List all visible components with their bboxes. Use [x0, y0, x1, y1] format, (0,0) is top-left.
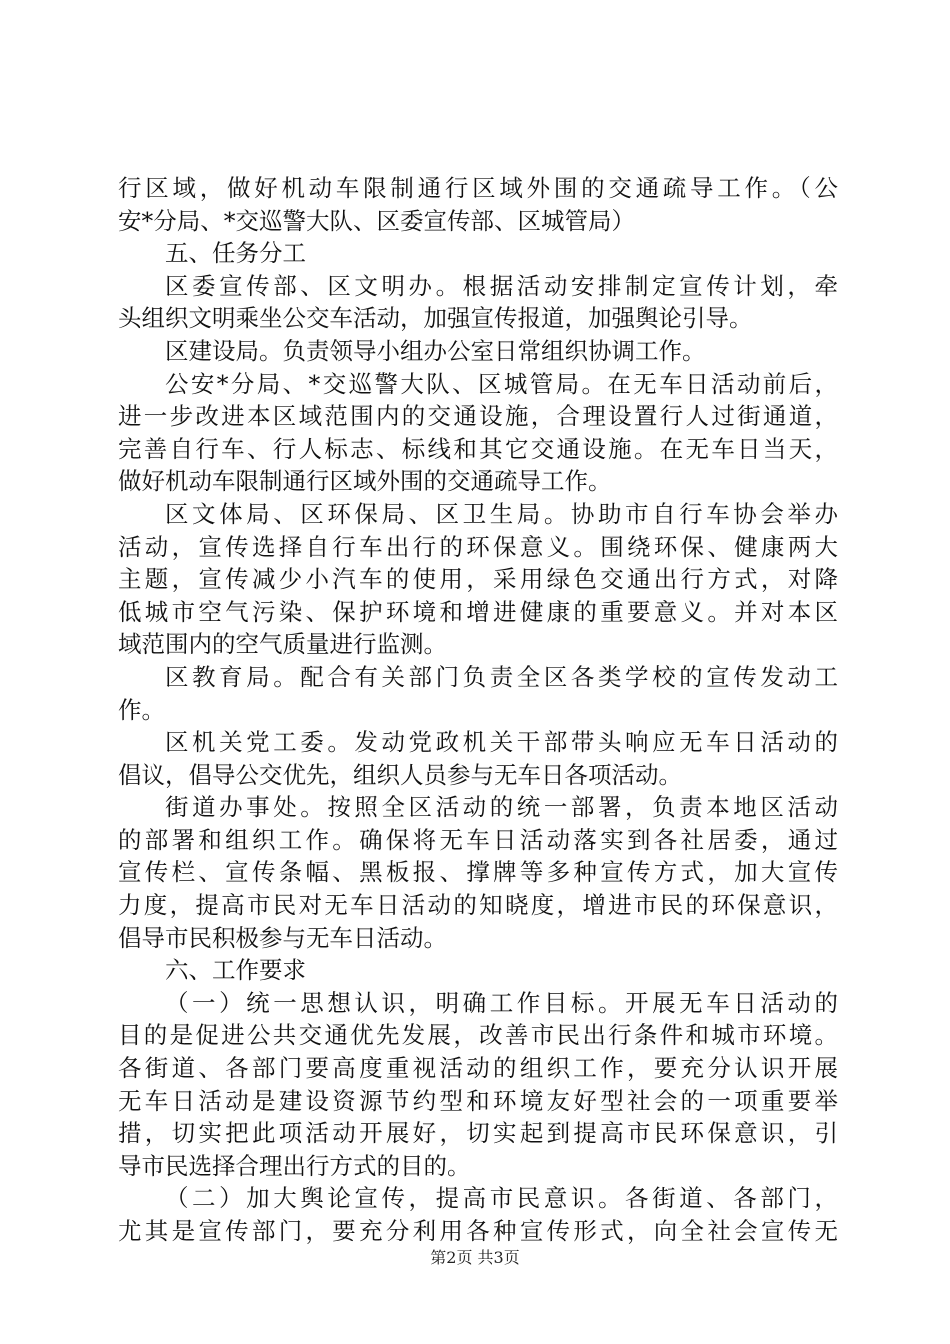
body-line: 宣传栏、宣传条幅、黑板报、撑牌等多种宣传方式，加大宣传 — [118, 858, 838, 887]
body-line: 作。 — [118, 695, 165, 724]
body-line: 主题，宣传减少小汽车的使用，采用绿色交通出行方式，对降 — [118, 565, 838, 594]
body-line: 倡导市民积极参与无车日活动。 — [118, 923, 447, 952]
body-line: 无车日活动是建设资源节约型和环境友好型社会的一项重要举 — [118, 1086, 838, 1115]
body-line: 尤其是宣传部门，要充分利用各种宣传形式，向全社会宣传无 — [118, 1217, 838, 1245]
body-line: 倡议，倡导公交优先，组织人员参与无车日各项活动。 — [118, 760, 682, 789]
body-line: 完善自行车、行人标志、标线和其它交通设施。在无车日当天， — [118, 434, 838, 463]
body-line: 安*分局、*交巡警大队、区委宣传部、区城管局） — [118, 206, 635, 235]
body-line: 域范围内的空气质量进行监测。 — [118, 630, 447, 659]
body-line: 目的是促进公共交通优先发展，改善市民出行条件和城市环境。 — [118, 1021, 838, 1050]
body-line: 进一步改进本区域范围内的交通设施，合理设置行人过街通道， — [118, 402, 838, 431]
section-heading: 五、任务分工 — [165, 239, 306, 268]
document-body — [118, 172, 838, 1248]
body-line: 区文体局、区环保局、区卫生局。协助市自行车协会举办 — [165, 499, 838, 528]
section-heading: 六、工作要求 — [165, 956, 306, 985]
body-line: 的部署和组织工作。确保将无车日活动落实到各社居委，通过 — [118, 825, 838, 854]
body-line: 措，切实把此项活动开展好，切实起到提高市民环保意识，引 — [118, 1119, 838, 1148]
body-line: 区委宣传部、区文明办。根据活动安排制定宣传计划，牵 — [165, 271, 838, 300]
body-line: 区机关党工委。发动党政机关干部带头响应无车日活动的 — [165, 728, 838, 757]
body-line: 活动，宣传选择自行车出行的环保意义。围绕环保、健康两大 — [118, 532, 838, 561]
body-line: 街道办事处。按照全区活动的统一部署，负责本地区活动 — [165, 793, 838, 822]
body-line: （二）加大舆论宣传，提高市民意识。各街道、各部门， — [165, 1184, 838, 1213]
body-line: 头组织文明乘坐公交车活动，加强宣传报道，加强舆论引导。 — [118, 304, 753, 333]
body-line: 各街道、各部门要高度重视活动的组织工作，要充分认识开展 — [118, 1054, 838, 1083]
page-number-footer: 第2页 共3页 — [430, 1248, 520, 1267]
body-line: （一）统一思想认识，明确工作目标。开展无车日活动的 — [165, 988, 838, 1017]
body-line: 力度，提高市民对无车日活动的知晓度，增进市民的环保意识， — [118, 891, 838, 920]
body-line: 公安*分局、*交巡警大队、区城管局。在无车日活动前后， — [165, 369, 838, 398]
body-line: 导市民选择合理出行方式的目的。 — [118, 1151, 471, 1180]
body-line: 区建设局。负责领导小组办公室日常组织协调工作。 — [165, 336, 706, 365]
body-line: 行区域，做好机动车限制通行区域外围的交通疏导工作。（公 — [118, 174, 838, 202]
body-line: 做好机动车限制通行区域外围的交通疏导工作。 — [118, 467, 612, 496]
body-line: 区教育局。配合有关部门负责全区各类学校的宣传发动工 — [165, 662, 838, 691]
body-line: 低城市空气污染、保护环境和增进健康的重要意义。并对本区 — [118, 597, 838, 626]
